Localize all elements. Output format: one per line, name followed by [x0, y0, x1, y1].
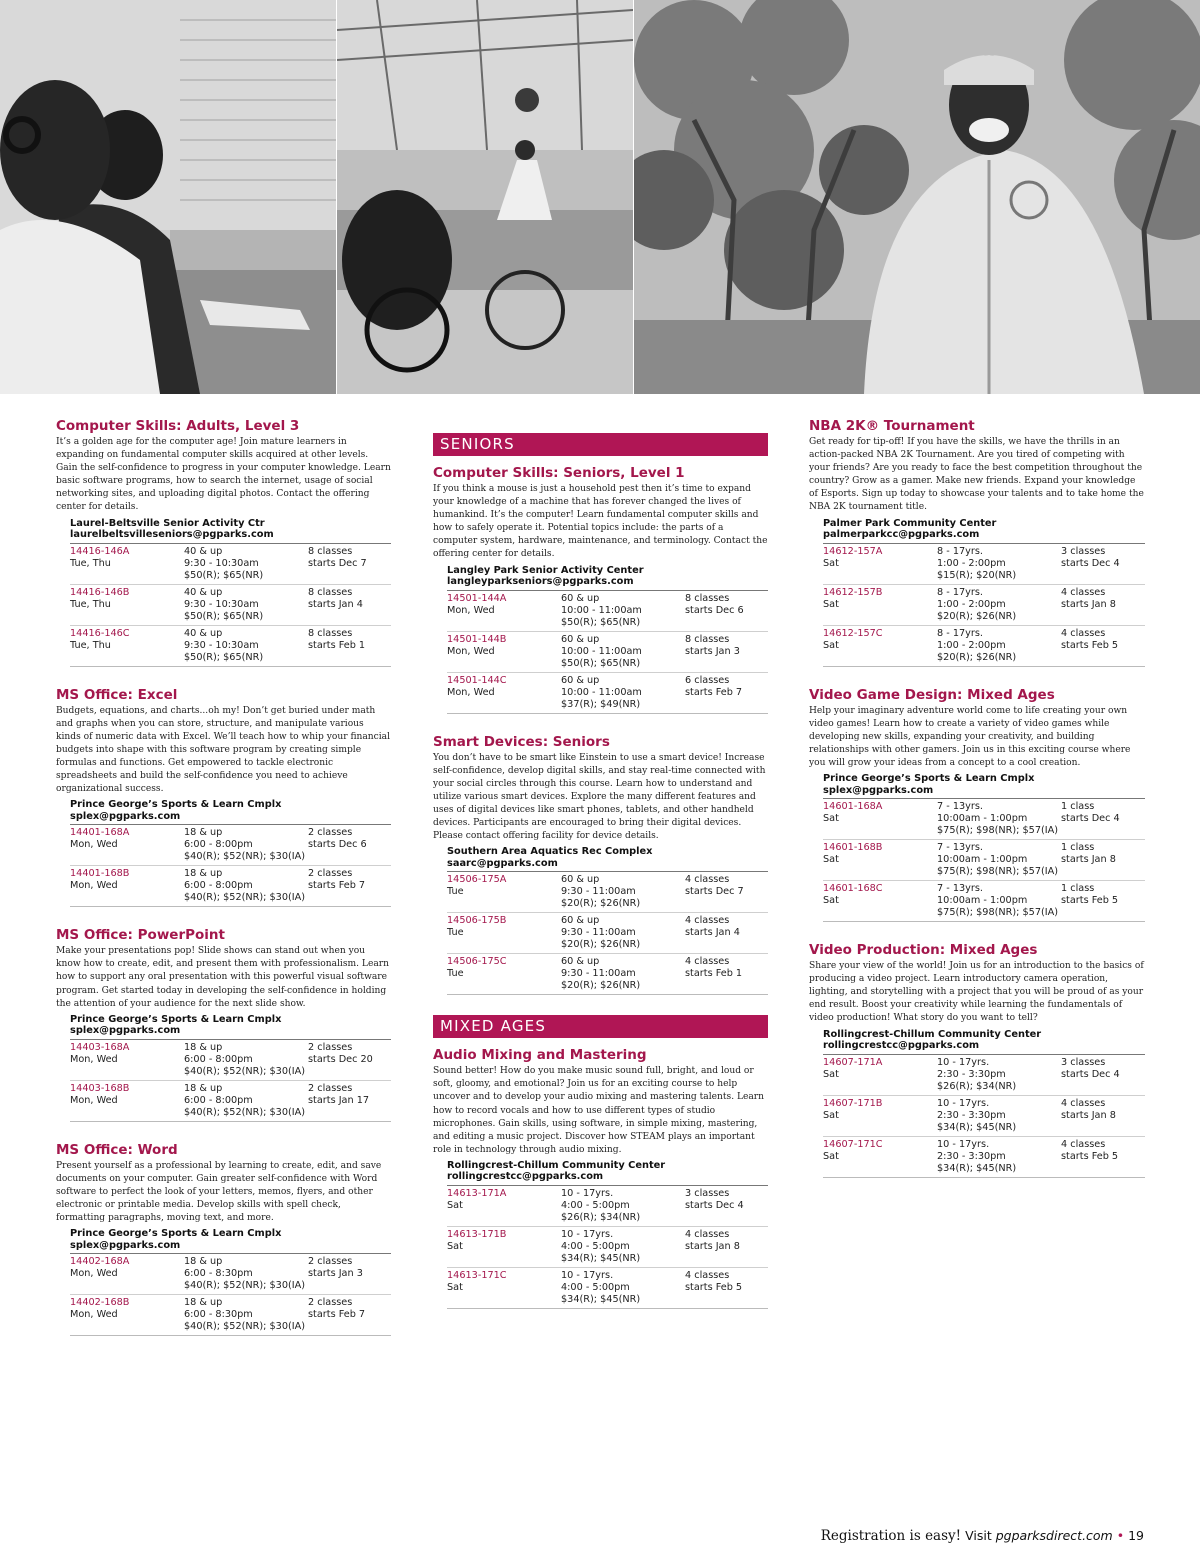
session-ages: 40 & up: [184, 586, 223, 598]
course-description: Help your imaginary adventure world come to life creating your own video games! Learn how to create a variety of video games while developing new skills, expanding your creativity, and building relationships with other gamers. Join us in this exciting course where you will grow your ideas from a concept to a cool creation.: [809, 705, 1131, 768]
session-classes: 3 classes: [1061, 545, 1106, 557]
session-code: 14416-146B: [70, 586, 130, 598]
session-days: Sat: [447, 1240, 463, 1252]
session-code: 14612-157B: [823, 586, 883, 598]
session-ages: 8 - 17yrs.: [937, 586, 983, 598]
session-ages: 18 & up: [184, 827, 223, 839]
course-title: Computer Skills: Adults, Level 3: [56, 418, 300, 434]
session-time: 4:00 - 5:00pm: [561, 1281, 630, 1293]
session-code: 14613-171C: [447, 1269, 507, 1281]
session-ages: 18 & up: [184, 1297, 223, 1309]
venue-email[interactable]: splex@pgparks.com: [70, 1025, 181, 1037]
session-start: starts Feb 7: [308, 1309, 366, 1321]
venue-name: Laurel-Beltsville Senior Activity Ctr: [70, 517, 265, 529]
session-fee: $75(R); $98(NR); $57(IA): [937, 907, 1059, 919]
course-venue: [823, 518, 1145, 544]
session-code: 14403-168A: [70, 1041, 130, 1053]
session-row: [823, 544, 1145, 585]
course-description: You don’t have to be smart like Einstein to use a smart device! Increase self-confidence, develop digital skills, and stay real-time connected with your social circles through this course. Learn how to understand and utilize various smart devices. Explore the many different features and uses of digital devices like smart phones, tablets, and other handheld devices. Participants are encouraged to bring their digital devices. Please contact offering facility for device details.: [433, 752, 766, 842]
session-row: [447, 954, 768, 995]
session-row: [70, 866, 391, 907]
session-time: 9:30 - 10:30am: [184, 639, 259, 651]
course-title: Video Game Design: Mixed Ages: [809, 686, 1055, 703]
website-link[interactable]: pgparksdirect.com: [995, 1528, 1113, 1543]
course-title: Video Production: Mixed Ages: [809, 942, 1038, 959]
session-start: starts Feb 5: [685, 1281, 743, 1293]
course-title: MS Office: PowerPoint: [56, 927, 225, 944]
session-days: Sat: [823, 598, 839, 610]
course-venue: [70, 518, 391, 544]
session-row: [823, 881, 1145, 922]
session-classes: 4 classes: [1061, 1097, 1106, 1109]
course-description: It’s a golden age for the computer age! Join mature learners in expanding on fundamental computer skills acquired at other levels. Gain the self-confidence to progress in your computer knowledge. Learn basic software programs, how to search the internet, usage of social networking sites, and uploading digital photos. Contact the offering center for details.: [56, 437, 391, 513]
session-code: 14401-168B: [70, 868, 130, 880]
session-fee: $50(R); $65(NR): [561, 616, 641, 628]
column-1: [56, 418, 391, 1356]
session-code: 14607-171C: [823, 1138, 883, 1150]
session-code: 14402-168A: [70, 1256, 130, 1268]
session-fee: $40(R); $52(NR); $30(IA): [184, 1065, 306, 1077]
session-ages: 10 - 17yrs.: [561, 1187, 614, 1199]
session-classes: 8 classes: [308, 545, 353, 557]
session-days: Mon, Wed: [447, 604, 495, 616]
session-classes: 4 classes: [685, 1269, 730, 1281]
session-time: 6:00 - 8:00pm: [184, 880, 253, 892]
venue-email[interactable]: langleyparkseniors@pgparks.com: [447, 576, 634, 588]
session-fee: $26(R); $34(NR): [937, 1080, 1017, 1092]
session-start: starts Jan 8: [685, 1240, 740, 1252]
session-time: 10:00 - 11:00am: [561, 686, 642, 698]
course-block: [809, 942, 1145, 1177]
session-start: starts Dec 20: [308, 1053, 373, 1065]
session-classes: 4 classes: [685, 915, 730, 927]
session-classes: 2 classes: [308, 827, 353, 839]
session-fee: $26(R); $34(NR): [561, 1211, 641, 1223]
course-block: [433, 465, 768, 714]
section-banner-seniors: SENIORS: [433, 433, 768, 456]
session-classes: 4 classes: [1061, 1138, 1106, 1150]
session-days: Sat: [823, 639, 839, 651]
session-row: [823, 840, 1145, 881]
session-row: [447, 1268, 768, 1309]
session-code: 14601-168A: [823, 801, 883, 813]
photo-wheelchair-basketball: [337, 0, 633, 394]
visit-text: Visit: [965, 1528, 992, 1543]
session-days: Sat: [823, 557, 839, 569]
session-start: starts Feb 5: [1061, 639, 1119, 651]
session-row: [70, 1254, 391, 1295]
session-row: [823, 799, 1145, 840]
session-start: starts Dec 4: [685, 1199, 744, 1211]
session-start: starts Jan 3: [308, 1268, 363, 1280]
session-fee: $75(R); $98(NR); $57(IA): [937, 866, 1059, 878]
session-classes: 4 classes: [685, 874, 730, 886]
session-code: 14613-171B: [447, 1228, 507, 1240]
session-code: 14402-168B: [70, 1297, 130, 1309]
session-ages: 40 & up: [184, 627, 223, 639]
course-venue: [823, 1029, 1145, 1055]
page-footer: [821, 1528, 1144, 1544]
session-classes: 4 classes: [1061, 627, 1106, 639]
session-start: starts Jan 3: [685, 645, 740, 657]
bullet-separator: •: [1116, 1528, 1125, 1543]
session-code: 14416-146C: [70, 627, 130, 639]
course-block: [433, 1047, 768, 1309]
session-time: 6:00 - 8:00pm: [184, 1094, 253, 1106]
session-fee: $40(R); $52(NR); $30(IA): [184, 1321, 306, 1333]
session-row: [70, 825, 391, 866]
venue-name: Rollingcrest-Chillum Community Center: [447, 1159, 666, 1171]
session-time: 6:00 - 8:00pm: [184, 839, 253, 851]
session-start: starts Feb 7: [308, 880, 366, 892]
course-description: Get ready for tip-off! If you have the skills, we have the thrills in an action-packed NBA 2K Tournament. Are you tired of competing with your friends? Are you ready to face the best competition throughout the country? Grow as a gamer. Make new friends. Expand your knowledge of Esports. Sign up today to showcase your talents and to take home the NBA 2K tournament title.: [809, 437, 1144, 513]
session-time: 6:00 - 8:30pm: [184, 1268, 253, 1280]
photo-computer-students: [0, 0, 336, 394]
session-ages: 60 & up: [561, 956, 600, 968]
session-days: Sat: [823, 854, 839, 866]
session-days: Sat: [823, 1109, 839, 1121]
session-time: 1:00 - 2:00pm: [937, 557, 1006, 569]
session-fee: $15(R); $20(NR): [937, 569, 1017, 581]
venue-name: Prince George’s Sports & Learn Cmplx: [70, 1228, 282, 1240]
venue-name: Rollingcrest-Chillum Community Center: [823, 1028, 1042, 1040]
session-time: 10:00 - 11:00am: [561, 645, 642, 657]
session-fee: $75(R); $98(NR); $57(IA): [937, 825, 1059, 837]
course-block: [56, 927, 391, 1121]
session-time: 2:30 - 3:30pm: [937, 1068, 1006, 1080]
session-classes: 2 classes: [308, 1082, 353, 1094]
venue-email[interactable]: palmerparkcc@pgparks.com: [823, 529, 980, 541]
course-venue: [447, 846, 768, 872]
session-fee: $20(R); $26(NR): [561, 898, 641, 910]
session-time: 2:30 - 3:30pm: [937, 1150, 1006, 1162]
session-classes: 1 class: [1061, 801, 1095, 813]
session-code: 14613-171A: [447, 1187, 507, 1199]
session-ages: 8 - 17yrs.: [937, 545, 983, 557]
session-start: starts Feb 5: [1061, 1150, 1119, 1162]
course-description: Present yourself as a professional by learning to create, edit, and save documents on your computer. Gain greater self-confidence with Word software to perfect the look of your letters, memos, flyers, and other electronic or printable media. Develop skills with spell check, formatting paragraphs, moving text, and more.: [56, 1160, 382, 1224]
session-start: starts Jan 8: [1061, 854, 1116, 866]
session-start: starts Dec 6: [308, 839, 367, 851]
session-ages: 10 - 17yrs.: [937, 1056, 990, 1068]
session-row: [447, 1186, 768, 1227]
session-fee: $20(R); $26(NR): [937, 651, 1017, 663]
session-fee: $37(R); $49(NR): [561, 698, 641, 710]
session-code: 14506-175B: [447, 915, 507, 927]
session-classes: 1 class: [1061, 842, 1095, 854]
page-number: 19: [1128, 1528, 1144, 1543]
session-ages: 10 - 17yrs.: [561, 1228, 614, 1240]
session-start: starts Feb 7: [685, 686, 743, 698]
venue-name: Prince George’s Sports & Learn Cmplx: [823, 773, 1035, 785]
session-days: Sat: [823, 895, 839, 907]
venue-name: Southern Area Aquatics Rec Complex: [447, 846, 653, 858]
course-description: Make your presentations pop! Slide shows can stand out when you know how to create, edit, and present them with professionalism. Learn how to support any oral presentation with this powerful visual software program. Get started today in developing the self-confidence in holding the attention of your audience for the next slide show.: [56, 946, 389, 1009]
session-days: Tue: [447, 927, 464, 939]
session-days: Sat: [447, 1199, 463, 1211]
session-row: [70, 626, 391, 667]
course-description: Budgets, equations, and charts...oh my! Don’t get buried under math and graphs when you can store, structure, and manipulate various kinds of numeric data with Excel. We’ll teach how to whip your financial budgets into shape with this software program by creating simple formulas and functions. Get empowered to tackle electronic spreadsheets and build the self-confidence you need to achieve organizational success.: [56, 705, 390, 795]
session-time: 9:30 - 11:00am: [561, 968, 636, 980]
session-fee: $50(R); $65(NR): [184, 610, 264, 622]
course-venue: [447, 1160, 768, 1186]
session-fee: $40(R); $52(NR); $30(IA): [184, 892, 306, 904]
session-time: 1:00 - 2:00pm: [937, 639, 1006, 651]
session-time: 10:00 - 11:00am: [561, 604, 642, 616]
session-classes: 4 classes: [1061, 586, 1106, 598]
session-fee: $50(R); $65(NR): [184, 651, 264, 663]
session-start: starts Dec 7: [308, 557, 367, 569]
session-time: 6:00 - 8:30pm: [184, 1309, 253, 1321]
session-row: [823, 1137, 1145, 1178]
session-code: 14401-168A: [70, 827, 130, 839]
session-time: 1:00 - 2:00pm: [937, 598, 1006, 610]
course-venue: [70, 799, 391, 825]
session-fee: $34(R); $45(NR): [937, 1121, 1017, 1133]
session-ages: 60 & up: [561, 592, 600, 604]
venue-email[interactable]: splex@pgparks.com: [823, 784, 934, 796]
session-classes: 2 classes: [308, 1297, 353, 1309]
course-title: MS Office: Excel: [56, 686, 178, 703]
session-fee: $20(R); $26(NR): [561, 980, 641, 992]
session-row: [823, 1055, 1145, 1096]
session-ages: 7 - 13yrs.: [937, 883, 983, 895]
session-days: Mon, Wed: [70, 1268, 118, 1280]
session-classes: 3 classes: [685, 1187, 730, 1199]
session-fee: $34(R); $45(NR): [937, 1162, 1017, 1174]
session-code: 14506-175A: [447, 874, 507, 886]
course-title: Smart Devices: Seniors: [433, 733, 610, 750]
course-title: Computer Skills: Seniors, Level 1: [433, 465, 685, 481]
column-2: [433, 433, 768, 1329]
session-code: 14506-175C: [447, 956, 507, 968]
session-time: 4:00 - 5:00pm: [561, 1240, 630, 1252]
session-ages: 60 & up: [561, 915, 600, 927]
session-start: starts Jan 8: [1061, 598, 1116, 610]
session-classes: 8 classes: [308, 586, 353, 598]
session-classes: 8 classes: [685, 633, 730, 645]
session-code: 14607-171B: [823, 1097, 883, 1109]
session-days: Mon, Wed: [70, 1094, 118, 1106]
course-block: [809, 418, 1145, 667]
course-description: If you think a mouse is just a household pest then it’s time to expand your knowledge of a machine that has forever changed the lives of humankind. It’s the computer! Learn fundamental computer skills and how to safely operate it. Potential topics include: the parts of a computer system, hardware, maintenance, and terminology. Contact the offering center for details.: [433, 484, 768, 560]
course-venue: [823, 773, 1145, 799]
session-row: [823, 585, 1145, 626]
course-block: [433, 734, 768, 996]
venue-name: Langley Park Senior Activity Center: [447, 564, 644, 576]
session-code: 14612-157A: [823, 545, 883, 557]
session-time: 9:30 - 10:30am: [184, 598, 259, 610]
venue-email[interactable]: rollingcrestcc@pgparks.com: [447, 1171, 604, 1183]
session-days: Sat: [823, 813, 839, 825]
session-days: Mon, Wed: [70, 1309, 118, 1321]
session-row: [447, 632, 768, 673]
course-block: [809, 687, 1145, 922]
session-time: 9:30 - 11:00am: [561, 927, 636, 939]
session-start: starts Dec 4: [1061, 557, 1120, 569]
session-row: [823, 626, 1145, 667]
session-ages: 8 - 17yrs.: [937, 627, 983, 639]
session-row: [70, 1081, 391, 1122]
session-days: Mon, Wed: [70, 839, 118, 851]
session-start: starts Feb 5: [1061, 895, 1119, 907]
session-time: 4:00 - 5:00pm: [561, 1199, 630, 1211]
session-row: [447, 591, 768, 632]
session-fee: $34(R); $45(NR): [561, 1293, 641, 1305]
session-classes: 3 classes: [1061, 1056, 1106, 1068]
session-start: starts Feb 1: [308, 639, 366, 651]
session-code: 14601-168B: [823, 842, 883, 854]
session-ages: 10 - 17yrs.: [561, 1269, 614, 1281]
session-days: Sat: [447, 1281, 463, 1293]
session-days: Mon, Wed: [447, 645, 495, 657]
session-ages: 18 & up: [184, 868, 223, 880]
section-banner-mixed-ages: MIXED AGES: [433, 1015, 768, 1038]
session-days: Mon, Wed: [70, 1053, 118, 1065]
session-classes: 2 classes: [308, 1041, 353, 1053]
session-fee: $20(R); $26(NR): [561, 939, 641, 951]
course-title: Audio Mixing and Mastering: [433, 1047, 647, 1064]
registration-text: Registration is easy!: [820, 1528, 962, 1544]
course-venue: [70, 1228, 391, 1254]
session-classes: 4 classes: [685, 956, 730, 968]
session-ages: 60 & up: [561, 674, 600, 686]
session-row: [823, 1096, 1145, 1137]
venue-name: Prince George’s Sports & Learn Cmplx: [70, 799, 282, 811]
session-row: [447, 1227, 768, 1268]
session-code: 14416-146A: [70, 545, 130, 557]
session-ages: 7 - 13yrs.: [937, 842, 983, 854]
session-days: Sat: [823, 1150, 839, 1162]
session-fee: $34(R); $45(NR): [561, 1252, 641, 1264]
venue-email[interactable]: saarc@pgparks.com: [447, 857, 558, 869]
session-days: Tue: [447, 886, 464, 898]
course-title: NBA 2K® Tournament: [809, 418, 975, 434]
session-start: starts Jan 17: [308, 1094, 370, 1106]
session-days: Tue, Thu: [70, 639, 111, 651]
session-classes: 2 classes: [308, 1256, 353, 1268]
venue-email[interactable]: splex@pgparks.com: [70, 1239, 181, 1251]
session-fee: $40(R); $52(NR); $30(IA): [184, 851, 306, 863]
session-start: starts Jan 4: [308, 598, 363, 610]
session-start: starts Dec 4: [1061, 813, 1120, 825]
course-description: Sound better! How do you make music sound full, bright, and loud or soft, gloomy, and emotional? Join us for an exciting course to help uncover and to develop your audio mixing and mastering talents. Learn how to record vocals and how to use different types of studio microphones. Gain skills, using software, in simple mixing, mastering, and editing a music project. Discover how STEAM plays an important role in technology through audio mixing.: [433, 1066, 765, 1155]
session-code: 14501-144A: [447, 592, 507, 604]
venue-email[interactable]: laurelbeltsvilleseniors@pgparks.com: [70, 529, 274, 541]
session-start: starts Jan 8: [1061, 1109, 1116, 1121]
session-start: starts Jan 4: [685, 927, 740, 939]
session-classes: 2 classes: [308, 868, 353, 880]
session-code: 14501-144C: [447, 674, 507, 686]
session-time: 10:00am - 1:00pm: [937, 854, 1028, 866]
session-row: [70, 1040, 391, 1081]
session-row: [447, 673, 768, 714]
course-venue: [70, 1014, 391, 1040]
session-days: Mon, Wed: [70, 880, 118, 892]
session-start: starts Dec 4: [1061, 1068, 1120, 1080]
course-block: [56, 1142, 391, 1336]
session-code: 14607-171A: [823, 1056, 883, 1068]
session-fee: $50(R); $65(NR): [561, 657, 641, 669]
session-classes: 1 class: [1061, 883, 1095, 895]
session-days: Tue, Thu: [70, 557, 111, 569]
course-venue: [447, 565, 768, 591]
photo-strip: [0, 0, 1200, 394]
venue-email[interactable]: rollingcrestcc@pgparks.com: [823, 1040, 980, 1051]
column-3: [809, 418, 1145, 1198]
session-fee: $40(R); $52(NR); $30(IA): [184, 1280, 306, 1292]
session-row: [70, 1295, 391, 1336]
session-code: 14601-168C: [823, 883, 883, 895]
session-ages: 60 & up: [561, 874, 600, 886]
session-time: 9:30 - 11:00am: [561, 886, 636, 898]
session-fee: $40(R); $52(NR); $30(IA): [184, 1106, 306, 1118]
course-block: [56, 687, 391, 908]
session-fee: $50(R); $65(NR): [184, 569, 264, 581]
session-ages: 40 & up: [184, 545, 223, 557]
session-time: 10:00am - 1:00pm: [937, 813, 1028, 825]
venue-email[interactable]: splex@pgparks.com: [70, 810, 181, 822]
session-days: Mon, Wed: [447, 686, 495, 698]
session-classes: 6 classes: [685, 674, 730, 686]
session-start: starts Dec 7: [685, 886, 744, 898]
session-code: 14501-144B: [447, 633, 507, 645]
session-fee: $20(R); $26(NR): [937, 610, 1017, 622]
session-row: [447, 913, 768, 954]
session-code: 14612-157C: [823, 627, 883, 639]
session-time: 9:30 - 10:30am: [184, 557, 259, 569]
session-classes: 8 classes: [685, 592, 730, 604]
venue-name: Palmer Park Community Center: [823, 517, 997, 529]
session-classes: 8 classes: [308, 627, 353, 639]
session-time: 2:30 - 3:30pm: [937, 1109, 1006, 1121]
session-ages: 18 & up: [184, 1082, 223, 1094]
session-ages: 60 & up: [561, 633, 600, 645]
session-time: 6:00 - 8:00pm: [184, 1053, 253, 1065]
session-ages: 10 - 17yrs.: [937, 1097, 990, 1109]
session-start: starts Dec 6: [685, 604, 744, 616]
session-start: starts Feb 1: [685, 968, 743, 980]
session-row: [70, 585, 391, 626]
venue-name: Prince George’s Sports & Learn Cmplx: [70, 1013, 282, 1025]
session-ages: 18 & up: [184, 1041, 223, 1053]
session-ages: 18 & up: [184, 1256, 223, 1268]
session-row: [447, 872, 768, 913]
session-row: [70, 544, 391, 585]
course-block: [56, 418, 391, 667]
session-ages: 10 - 17yrs.: [937, 1138, 990, 1150]
session-code: 14403-168B: [70, 1082, 130, 1094]
photo-man-outdoors: [634, 0, 1200, 394]
session-days: Tue: [447, 968, 464, 980]
course-title: MS Office: Word: [56, 1141, 178, 1158]
session-ages: 7 - 13yrs.: [937, 801, 983, 813]
session-classes: 4 classes: [685, 1228, 730, 1240]
session-days: Tue, Thu: [70, 598, 111, 610]
session-days: Sat: [823, 1068, 839, 1080]
session-time: 10:00am - 1:00pm: [937, 895, 1028, 907]
course-description: Share your view of the world! Join us for an introduction to the basics of producing a video project. Learn introductory camera operation, lighting, and storytelling with a project that you will be proud of as your end result. Boost your creativity while learning the fundamentals of video production! What story do you want to tell?: [809, 961, 1144, 1024]
